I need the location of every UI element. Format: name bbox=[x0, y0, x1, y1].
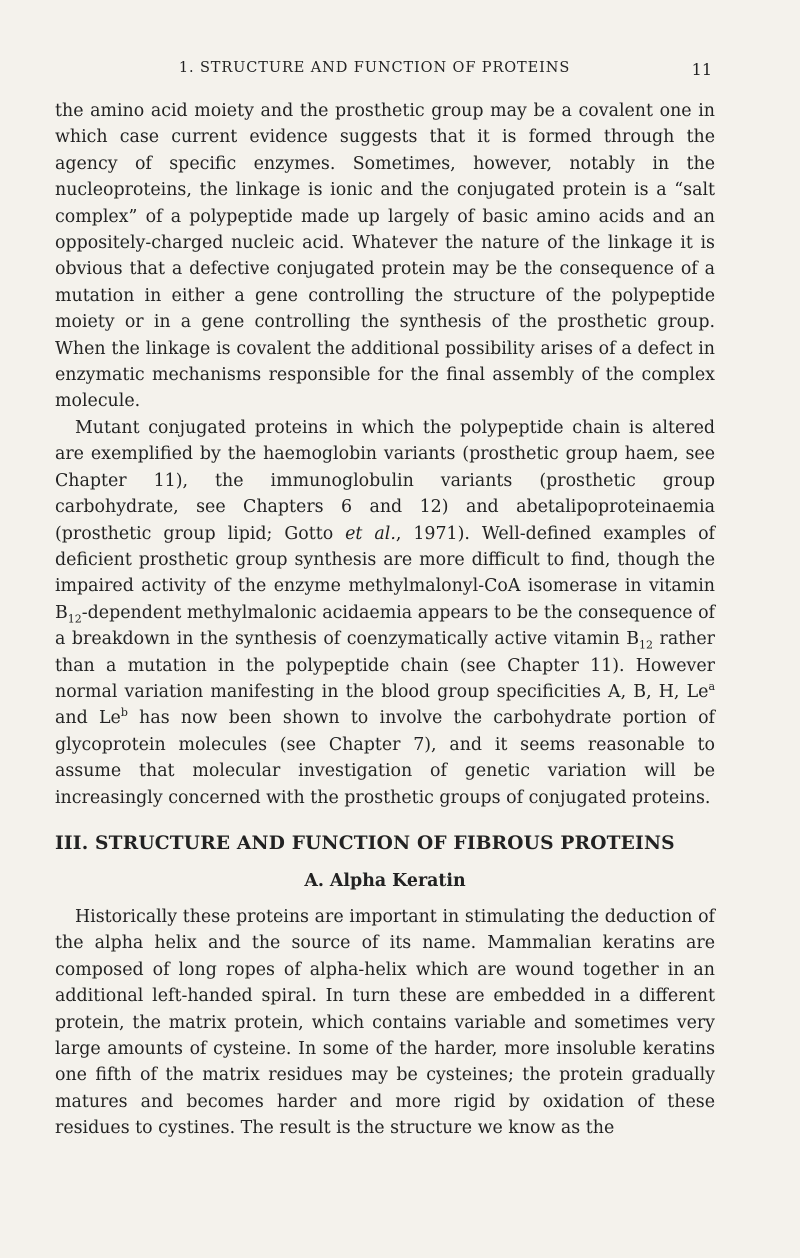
page-number: 11 bbox=[691, 60, 712, 79]
p2-superscript-2: b bbox=[120, 706, 128, 720]
p2-text-4: rather than a mutation in the polypeptide chain (see Chapter 11). However normal variation manifesting in the blood group specificities A, B, H, Le bbox=[55, 629, 715, 702]
p2-et-al: et al. bbox=[345, 523, 396, 544]
p2-text-5: and Le bbox=[55, 708, 121, 729]
section-heading: III. STRUCTURE AND FUNCTION OF FIBROUS PROTEINS bbox=[55, 833, 675, 854]
p2-superscript-1: a bbox=[708, 680, 715, 694]
running-header bbox=[97, 60, 712, 82]
paragraph-1: the amino acid moiety and the prosthetic group may be a covalent one in which case current evidence suggests that it is formed through the agency of specific enzymes. Sometimes, however, notably in the nucleoproteins, the linkage is ionic and the conjugated protein is a “salt complex” of a polypeptide made up largely of basic amino acids and an oppositely-charged nucleic acid. Whatever the nature of the linkage it is obvious that a defective conjugated protein may be the consequence of a mutation in either a gene controlling the structure of the polypeptide moiety or in a gene controlling the synthesis of the prosthetic group. When the linkage is covalent the additional possibility arises of a defect in enzymatic mechanisms responsible for the final assembly of the complex molecule. bbox=[55, 101, 715, 412]
p2-text-1: Mutant conjugated proteins in which the polypeptide chain is altered are exemplified by the haemoglobin variants (prosthetic group haem, see Chapter 11), the immunoglobulin variants (prosthetic group carbohydrate, see Chapters 6 and 12) and abetalipoproteinaemia (prosthetic group lipid; Gotto bbox=[55, 417, 715, 544]
p2-text-6: has now been shown to involve the carbohydrate portion of glycoprotein molecules (see Chapter 7), and it seems reasonable to assume that molecular investigation of genetic variation will be increasingly concerned with the prosthetic groups of conjugated proteins. bbox=[55, 708, 715, 808]
body-text-bottom bbox=[55, 904, 715, 1142]
running-title: 1. STRUCTURE AND FUNCTION OF PROTEINS bbox=[178, 60, 571, 76]
p2-text-2: , 1971). Well-defined examples of deficient prosthetic group synthesis are more difficult to find, though the impaired activity of the enzyme methylmalonyl-CoA isomerase in vitamin B bbox=[55, 523, 715, 623]
body-text-top bbox=[55, 98, 715, 811]
paragraph-2 bbox=[55, 415, 715, 811]
p2-subscript-1: 12 bbox=[67, 612, 82, 626]
paragraph-3: Historically these proteins are important in stimulating the deduction of the alpha helix and the source of its name. Mammalian keratins are composed of long ropes of alpha-helix which are wound together in an additional left-handed spiral. In turn these are embedded in a different protein, the matrix protein, which contains variable and sometimes very large amounts of cysteine. In some of the harder, more insoluble keratins one fifth of the matrix residues may be cysteines; the protein gradually matures and becomes harder and more rigid by oxidation of these residues to cystines. The result is the structure we know as the bbox=[55, 907, 715, 1139]
subsection-heading: A. Alpha Keratin bbox=[304, 871, 466, 891]
p2-text-3: -dependent methylmalonic acidaemia appears to be the consequence of a breakdown in the synthesis of coenzymatically active vitamin B bbox=[55, 602, 715, 650]
p2-subscript-2: 12 bbox=[639, 638, 653, 652]
